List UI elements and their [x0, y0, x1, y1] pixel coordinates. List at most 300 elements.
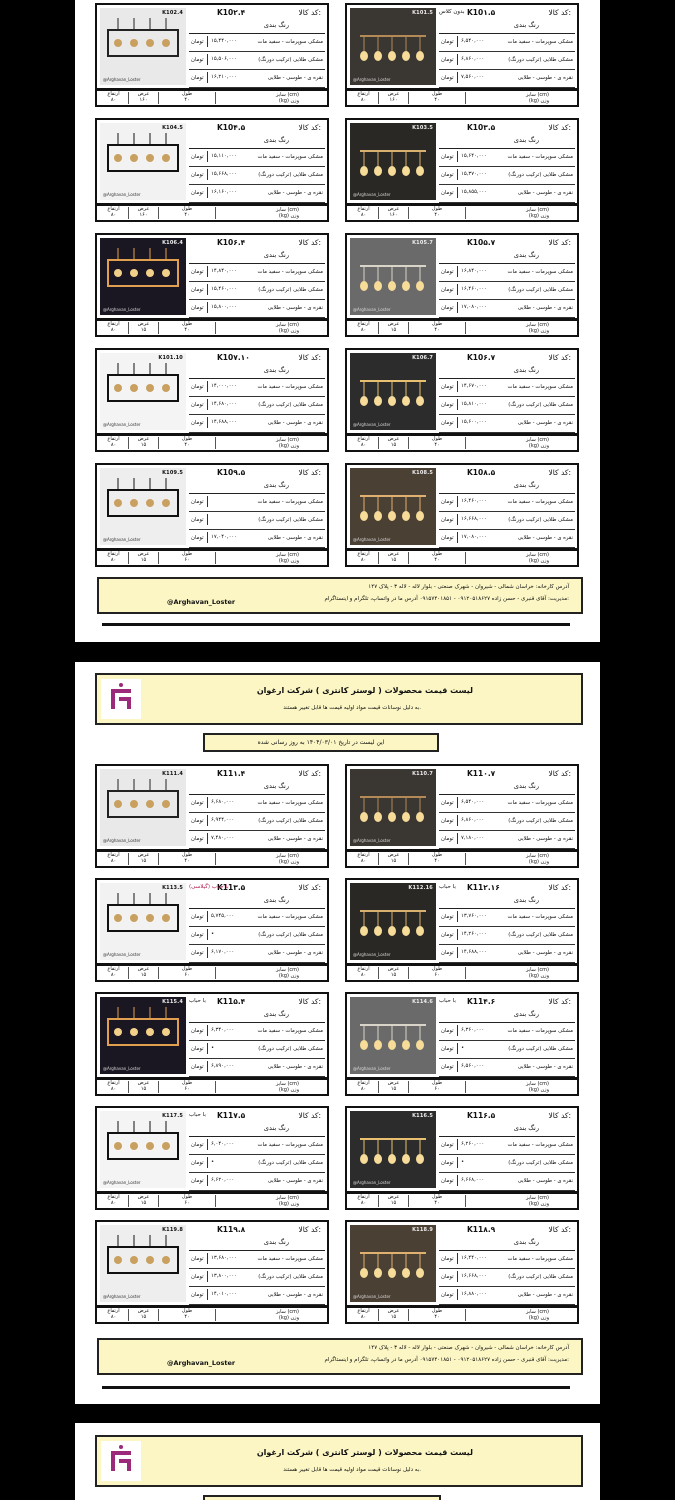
dim-head-width: عرض — [387, 852, 400, 858]
currency-unit: تومان — [191, 269, 204, 275]
finish-price: • — [207, 929, 251, 940]
size-label: سایز (cm) — [526, 853, 549, 859]
finish-label: مشکی سوپرمات - سفید مات — [257, 154, 323, 160]
finish-price-row — [439, 1287, 575, 1305]
color-options-title: رنگ بندی — [513, 366, 539, 374]
currency-unit: تومان — [191, 950, 204, 956]
instagram-handle[interactable]: @Arghavan_Loster — [167, 1359, 236, 1367]
product-info-box — [345, 118, 579, 205]
size-label: سایز (cm) — [276, 1081, 299, 1087]
weight-label: (kg) وزن — [528, 328, 549, 334]
currency-unit: تومان — [191, 517, 204, 523]
finish-label: مشکی طلایی (ترکیب دورنگ) — [508, 287, 573, 293]
dimensions-grid — [99, 437, 217, 449]
dim-head-width: عرض — [137, 91, 150, 97]
dim-height-value: ۸۰ — [360, 326, 367, 333]
finish-label: نقره ی - طوسی - طلایی — [517, 535, 573, 541]
finish-price-row — [439, 264, 575, 282]
finish-price-row — [189, 300, 325, 318]
product-photo — [100, 8, 186, 85]
finish-label: مشکی سوپرمات - سفید مات — [507, 1028, 573, 1034]
price-table — [189, 1224, 325, 1303]
dim-head-height: ارتفاع — [357, 551, 370, 557]
dimensions-box — [345, 1078, 579, 1096]
finish-label: مشکی سوپرمات - سفید مات — [507, 269, 573, 275]
finish-label: مشکی سوپرمات - سفید مات — [257, 499, 323, 505]
dim-height-cell — [99, 437, 129, 449]
code-header — [189, 768, 325, 780]
finish-price-rows — [439, 1022, 575, 1077]
dim-head-length: طول — [181, 1080, 193, 1086]
photo-watermark: @Arghavan_Loster — [353, 1180, 391, 1185]
dim-width-value: ۱۵ — [140, 556, 147, 563]
photo-code-tag: K113.5 — [162, 885, 183, 891]
product-note: بدون کلاس — [439, 9, 465, 15]
product-code: K11۳.۵ — [217, 883, 246, 892]
photo-watermark: @Arghavan_Loster — [353, 422, 391, 427]
photo-watermark: @Arghavan_Loster — [103, 1180, 141, 1185]
finish-price-rows — [439, 378, 575, 433]
dim-width-value: ۱۵ — [140, 1199, 147, 1206]
product-info-box — [95, 1106, 329, 1193]
finish-label: نقره ی - طوسی - طلایی — [267, 1178, 323, 1184]
finish-price-row — [439, 494, 575, 512]
weight-label: (kg) وزن — [278, 443, 299, 449]
finish-price-row — [439, 909, 575, 927]
dim-head-width: عرض — [387, 1308, 400, 1314]
finish-price: ۶,۱۷۰,۰۰۰ — [207, 947, 251, 958]
currency-unit: تومان — [441, 800, 454, 806]
dimensions-grid — [349, 967, 467, 979]
dimensions-box — [345, 89, 579, 107]
dim-height-value: ۸۰ — [110, 971, 117, 978]
dim-length-value: ۶۰ — [434, 971, 440, 978]
dim-head-length: طول — [431, 551, 443, 557]
finish-label: نقره ی - طوسی - طلایی — [517, 75, 573, 81]
photo-code-tag: K101.10 — [158, 355, 183, 361]
code-header — [189, 237, 325, 249]
dimensions-box — [345, 1306, 579, 1324]
dim-width-cell — [129, 322, 159, 334]
size-label: سایز (cm) — [276, 322, 299, 328]
photo-watermark: @Arghavan_Loster — [353, 537, 391, 542]
finish-price: ۵,۷۴۵,۰۰۰ — [207, 911, 251, 922]
finish-label: مشکی سوپرمات - سفید مات — [507, 154, 573, 160]
code-header — [189, 882, 325, 894]
instagram-handle[interactable]: @Arghavan_Loster — [167, 598, 236, 606]
finish-price-row — [189, 1059, 325, 1077]
photo-code-tag: K102.4 — [162, 10, 183, 16]
code-header — [439, 237, 575, 249]
photo-code-tag: K119.8 — [162, 1227, 183, 1233]
color-options-title: رنگ بندی — [513, 136, 539, 144]
product-note: با حباب — [439, 884, 456, 890]
dim-head-length: طول — [431, 1194, 443, 1200]
photo-code-tag: K103.5 — [412, 125, 433, 131]
product-code: K10۱.۵ — [467, 8, 496, 17]
currency-unit: تومان — [191, 402, 204, 408]
finish-label: مشکی طلایی (ترکیب دورنگ) — [258, 818, 323, 824]
photo-code-tag: K117.5 — [162, 1113, 183, 1119]
photo-watermark: @Arghavan_Loster — [353, 838, 391, 843]
dim-length-value: ۴۰ — [434, 857, 440, 864]
finish-price-row — [189, 927, 325, 945]
color-options-title: رنگ بندی — [263, 782, 289, 790]
finish-price: ۱۳,۶۸۰,۰۰۰ — [207, 1253, 251, 1264]
finish-price-rows — [439, 794, 575, 849]
dim-height-value: ۸۰ — [110, 857, 117, 864]
finish-price-row — [189, 530, 325, 548]
dim-head-width: عرض — [137, 852, 150, 858]
dim-head-width: عرض — [387, 966, 400, 972]
dimensions-grid — [99, 967, 217, 979]
dim-width-cell — [379, 967, 409, 979]
finish-price: ۶,۳۴۰,۰۰۰ — [207, 1025, 251, 1036]
price-table — [189, 467, 325, 546]
finish-label: مشکی طلایی (ترکیب دورنگ) — [508, 1046, 573, 1052]
dim-length-value: ۴۰ — [184, 441, 190, 448]
dim-height-value: ۸۰ — [360, 556, 367, 563]
dim-width-cell — [129, 437, 159, 449]
price-table — [439, 882, 575, 961]
finish-label: نقره ی - طوسی - طلایی — [517, 190, 573, 196]
finish-price-row — [439, 415, 575, 433]
dim-head-height: ارتفاع — [107, 852, 120, 858]
dim-width-cell — [129, 207, 159, 219]
dim-width-cell — [129, 552, 159, 564]
code-label: کد کالا: — [298, 997, 321, 1006]
price-table — [439, 996, 575, 1075]
dim-length-cell — [409, 207, 466, 219]
page-title: لیست قیمت محصولات ( لوستر کانتری ) شرکت ارغوان — [256, 686, 473, 695]
code-label: کد کالا: — [548, 123, 571, 132]
finish-label: مشکی سوپرمات - سفید مات — [257, 800, 323, 806]
dim-width-value: ۱۵ — [140, 326, 147, 333]
page-divider-rule — [102, 1386, 570, 1389]
dim-head-width: عرض — [387, 1080, 400, 1086]
finish-price-row — [439, 1137, 575, 1155]
finish-price-row — [189, 1173, 325, 1191]
finish-label: نقره ی - طوسی - طلایی — [267, 190, 323, 196]
finish-price-rows — [439, 33, 575, 88]
dim-width-cell — [379, 207, 409, 219]
finish-price: ۶,۲۶۰,۰۰۰ — [457, 1139, 501, 1150]
finish-price: ۱۵,۸۰۰,۰۰۰ — [207, 302, 251, 313]
photo-code-tag: K106.4 — [162, 240, 183, 246]
photo-watermark: @Arghavan_Loster — [103, 1066, 141, 1071]
weight-label: (kg) وزن — [278, 558, 299, 564]
dimensions-grid — [99, 552, 217, 564]
finish-label: مشکی سوپرمات - سفید مات — [257, 1142, 323, 1148]
dim-head-height: ارتفاع — [357, 321, 370, 327]
currency-unit: تومان — [441, 499, 454, 505]
dim-head-width: عرض — [137, 1194, 150, 1200]
currency-unit: تومان — [191, 932, 204, 938]
finish-label: نقره ی - طوسی - طلایی — [267, 535, 323, 541]
weight-label: (kg) وزن — [278, 213, 299, 219]
dim-length-cell — [409, 853, 466, 865]
dim-head-height: ارتفاع — [107, 206, 120, 212]
dim-head-length: طول — [431, 966, 443, 972]
photo-watermark: @Arghavan_Loster — [103, 1294, 141, 1299]
currency-unit: تومان — [441, 517, 454, 523]
dim-head-length: طول — [181, 1194, 193, 1200]
finish-label: نقره ی - طوسی - طلایی — [517, 950, 573, 956]
finish-label: نقره ی - طوسی - طلایی — [517, 1292, 573, 1298]
weight-label: (kg) وزن — [528, 98, 549, 104]
dim-length-cell — [409, 967, 466, 979]
dim-length-cell — [159, 207, 216, 219]
finish-price-row — [439, 282, 575, 300]
dim-height-value: ۸۰ — [360, 1313, 367, 1320]
dim-length-cell — [159, 322, 216, 334]
currency-unit: تومان — [441, 1160, 454, 1166]
finish-price-rows — [189, 148, 325, 203]
dim-height-value: ۸۰ — [110, 1085, 117, 1092]
dim-height-value: ۸۰ — [110, 1313, 117, 1320]
dim-width-value: ۱۵ — [390, 1313, 397, 1320]
dim-width-value: ۱۵ — [390, 1199, 397, 1206]
finish-price: • — [207, 1157, 251, 1168]
finish-price: ۱۶,۶۶۸,۰۰۰ — [457, 514, 501, 525]
price-table — [189, 1110, 325, 1189]
code-label: کد کالا: — [548, 238, 571, 247]
finish-label: مشکی طلایی (ترکیب دورنگ) — [508, 1274, 573, 1280]
dim-head-height: ارتفاع — [357, 966, 370, 972]
finish-label: نقره ی - طوسی - طلایی — [517, 1064, 573, 1070]
weight-label: (kg) وزن — [278, 328, 299, 334]
finish-label: نقره ی - طوسی - طلایی — [267, 836, 323, 842]
dim-head-width: عرض — [137, 321, 150, 327]
finish-label: نقره ی - طوسی - طلایی — [517, 420, 573, 426]
product-code: K11۱.۴ — [217, 769, 246, 778]
finish-price: ۷,۱۸۰,۰۰۰ — [457, 833, 501, 844]
dim-head-width: عرض — [387, 1194, 400, 1200]
finish-price: ۱۵,۴۶۰,۰۰۰ — [207, 284, 251, 295]
finish-price-row — [439, 52, 575, 70]
finish-price: ۱۴,۸۴۰,۰۰۰ — [207, 266, 251, 277]
finish-label: مشکی طلایی (ترکیب دورنگ) — [508, 172, 573, 178]
finish-label: مشکی طلایی (ترکیب دورنگ) — [508, 402, 573, 408]
finish-price-row — [189, 1137, 325, 1155]
finish-price-row — [189, 397, 325, 415]
finish-price-rows — [189, 794, 325, 849]
dim-width-cell — [379, 1081, 409, 1093]
price-table — [189, 352, 325, 431]
finish-price-row — [439, 945, 575, 963]
currency-unit: تومان — [191, 420, 204, 426]
color-options-title: رنگ بندی — [263, 1010, 289, 1018]
color-options-title: رنگ بندی — [263, 896, 289, 904]
finish-price-row — [189, 795, 325, 813]
dim-width-value: ۱۶۰ — [139, 96, 148, 103]
finish-label: مشکی سوپرمات - سفید مات — [257, 914, 323, 920]
finish-label: مشکی سوپرمات - سفید مات — [257, 39, 323, 45]
finish-price-row — [439, 1155, 575, 1173]
dim-height-value: ۸۰ — [360, 1085, 367, 1092]
code-header — [189, 1110, 325, 1122]
currency-unit: تومان — [441, 39, 454, 45]
finish-label: مشکی سوپرمات - سفید مات — [507, 499, 573, 505]
dim-height-cell — [349, 437, 379, 449]
finish-price-row — [189, 1251, 325, 1269]
finish-price-row — [189, 909, 325, 927]
finish-price: ۷,۵۶۰,۰۰۰ — [457, 72, 501, 83]
code-label: کد کالا: — [298, 8, 321, 17]
dim-length-value: ۴۰ — [184, 857, 190, 864]
photo-watermark: @Arghavan_Loster — [103, 192, 141, 197]
finish-price-rows — [189, 493, 325, 548]
finish-price: ۱۴,۲۶۰,۰۰۰ — [457, 929, 501, 940]
code-header — [439, 1224, 575, 1236]
finish-price: ۱۶,۴۶۰,۰۰۰ — [457, 284, 501, 295]
finish-price-rows — [439, 908, 575, 963]
dimensions-grid — [99, 322, 217, 334]
finish-price-row — [189, 945, 325, 963]
product-code: K10۷.۱۰ — [217, 353, 250, 362]
price-table — [189, 996, 325, 1075]
finish-price: ۶,۰۴۰,۰۰۰ — [207, 1139, 251, 1150]
code-header — [439, 352, 575, 364]
dimensions-grid — [99, 853, 217, 865]
color-options-title: رنگ بندی — [263, 481, 289, 489]
color-options-title: رنگ بندی — [513, 481, 539, 489]
finish-price: ۱۴,۰۱۰,۰۰۰ — [207, 1289, 251, 1300]
product-info-box — [345, 233, 579, 320]
dim-head-length: طول — [431, 1080, 443, 1086]
page-title: لیست قیمت محصولات ( لوستر کانتری ) شرکت ارغوان — [256, 1448, 473, 1457]
dim-width-cell — [379, 853, 409, 865]
finish-price-row — [189, 167, 325, 185]
finish-price: ۱۵,۶۰۰,۰۰۰ — [457, 417, 501, 428]
finish-price: ۶,۵۴۰,۰۰۰ — [457, 36, 501, 47]
dim-width-cell — [129, 967, 159, 979]
size-label: سایز (cm) — [276, 92, 299, 98]
dimensions-box — [345, 964, 579, 982]
photo-watermark: @Arghavan_Loster — [353, 1294, 391, 1299]
finish-label: نقره ی - طوسی - طلایی — [517, 836, 573, 842]
code-header — [439, 882, 575, 894]
finish-price-row — [439, 1251, 575, 1269]
currency-unit: تومان — [441, 57, 454, 63]
currency-unit: تومان — [441, 1046, 454, 1052]
dimensions-box — [345, 434, 579, 452]
weight-label: (kg) وزن — [528, 1087, 549, 1093]
dim-head-height: ارتفاع — [107, 1080, 120, 1086]
product-photo — [100, 468, 186, 545]
finish-price-row — [189, 1023, 325, 1041]
finish-price: • — [457, 1043, 501, 1054]
dim-head-length: طول — [431, 91, 443, 97]
dim-head-length: طول — [181, 966, 193, 972]
dim-height-cell — [349, 967, 379, 979]
photo-code-tag: K109.5 — [162, 470, 183, 476]
dim-width-cell — [379, 437, 409, 449]
photo-code-tag: K114.6 — [412, 999, 433, 1005]
product-photo — [350, 468, 436, 545]
currency-unit: تومان — [191, 384, 204, 390]
product-info-box — [95, 992, 329, 1079]
price-table — [439, 237, 575, 316]
finish-price-row — [439, 185, 575, 203]
finish-price: ۱۵,۵۰۶,۰۰۰ — [207, 54, 251, 65]
dim-length-cell — [159, 967, 216, 979]
finish-price: ۱۶,۴۴۰,۰۰۰ — [457, 1253, 501, 1264]
finish-price-row — [439, 1041, 575, 1059]
product-photo — [100, 883, 186, 960]
finish-label: مشکی طلایی (ترکیب دورنگ) — [508, 818, 573, 824]
product-code: K11۵.۴ — [217, 997, 246, 1006]
dimensions-grid — [99, 92, 217, 104]
finish-label: نقره ی - طوسی - طلایی — [267, 305, 323, 311]
dim-length-value: ۴۰ — [434, 441, 440, 448]
finish-price-row — [439, 1059, 575, 1077]
dim-width-cell — [379, 1195, 409, 1207]
finish-price: ۱۵,۸۵۵,۰۰۰ — [457, 187, 501, 198]
finish-price — [207, 496, 251, 507]
code-header — [189, 1224, 325, 1236]
dim-width-cell — [129, 1195, 159, 1207]
finish-label: مشکی سوپرمات - سفید مات — [507, 39, 573, 45]
currency-unit: تومان — [191, 1160, 204, 1166]
photo-watermark: @Arghavan_Loster — [103, 838, 141, 843]
dim-head-height: ارتفاع — [107, 321, 120, 327]
weight-label: (kg) وزن — [278, 973, 299, 979]
finish-label: مشکی سوپرمات - سفید مات — [507, 1256, 573, 1262]
dim-height-cell — [99, 1081, 129, 1093]
finish-price-rows — [439, 1250, 575, 1305]
finish-price-rows — [189, 1136, 325, 1191]
finish-price-rows — [189, 1022, 325, 1077]
currency-unit: تومان — [191, 172, 204, 178]
color-options-title: رنگ بندی — [513, 251, 539, 259]
code-header — [439, 1110, 575, 1122]
dim-length-cell — [159, 552, 216, 564]
finish-price-row — [189, 494, 325, 512]
currency-unit: تومان — [441, 402, 454, 408]
dim-head-width: عرض — [137, 1308, 150, 1314]
finish-price-row — [189, 379, 325, 397]
finish-label: نقره ی - طوسی - طلایی — [267, 1292, 323, 1298]
dim-head-width: عرض — [137, 966, 150, 972]
dim-height-cell — [99, 207, 129, 219]
dim-length-value: ۴۰ — [184, 96, 190, 103]
product-note: با حباب (گیلاسی) — [189, 884, 229, 890]
dim-width-cell — [379, 92, 409, 104]
dim-length-cell — [159, 1195, 216, 1207]
weight-label: (kg) وزن — [278, 1201, 299, 1207]
dim-head-width: عرض — [387, 551, 400, 557]
photo-watermark: @Arghavan_Loster — [353, 77, 391, 82]
finish-price: ۱۶,۲۱۰,۰۰۰ — [207, 72, 251, 83]
dim-height-value: ۸۰ — [110, 211, 117, 218]
dim-height-cell — [349, 92, 379, 104]
finish-label: مشکی طلایی (ترکیب دورنگ) — [258, 402, 323, 408]
currency-unit: تومان — [191, 1292, 204, 1298]
finish-price-row — [189, 34, 325, 52]
dimensions-box — [345, 204, 579, 222]
finish-price-rows — [189, 263, 325, 318]
finish-price-rows — [439, 263, 575, 318]
dim-width-value: ۱۵ — [390, 971, 397, 978]
dim-length-value: ۶۰ — [184, 1199, 190, 1206]
currency-unit: تومان — [191, 818, 204, 824]
code-label: کد کالا: — [548, 1225, 571, 1234]
currency-unit: تومان — [191, 57, 204, 63]
finish-price: ۱۴,۶۷۰,۰۰۰ — [457, 381, 501, 392]
product-code: K11۶.۵ — [467, 1111, 496, 1120]
dim-head-height: ارتفاع — [357, 1308, 370, 1314]
